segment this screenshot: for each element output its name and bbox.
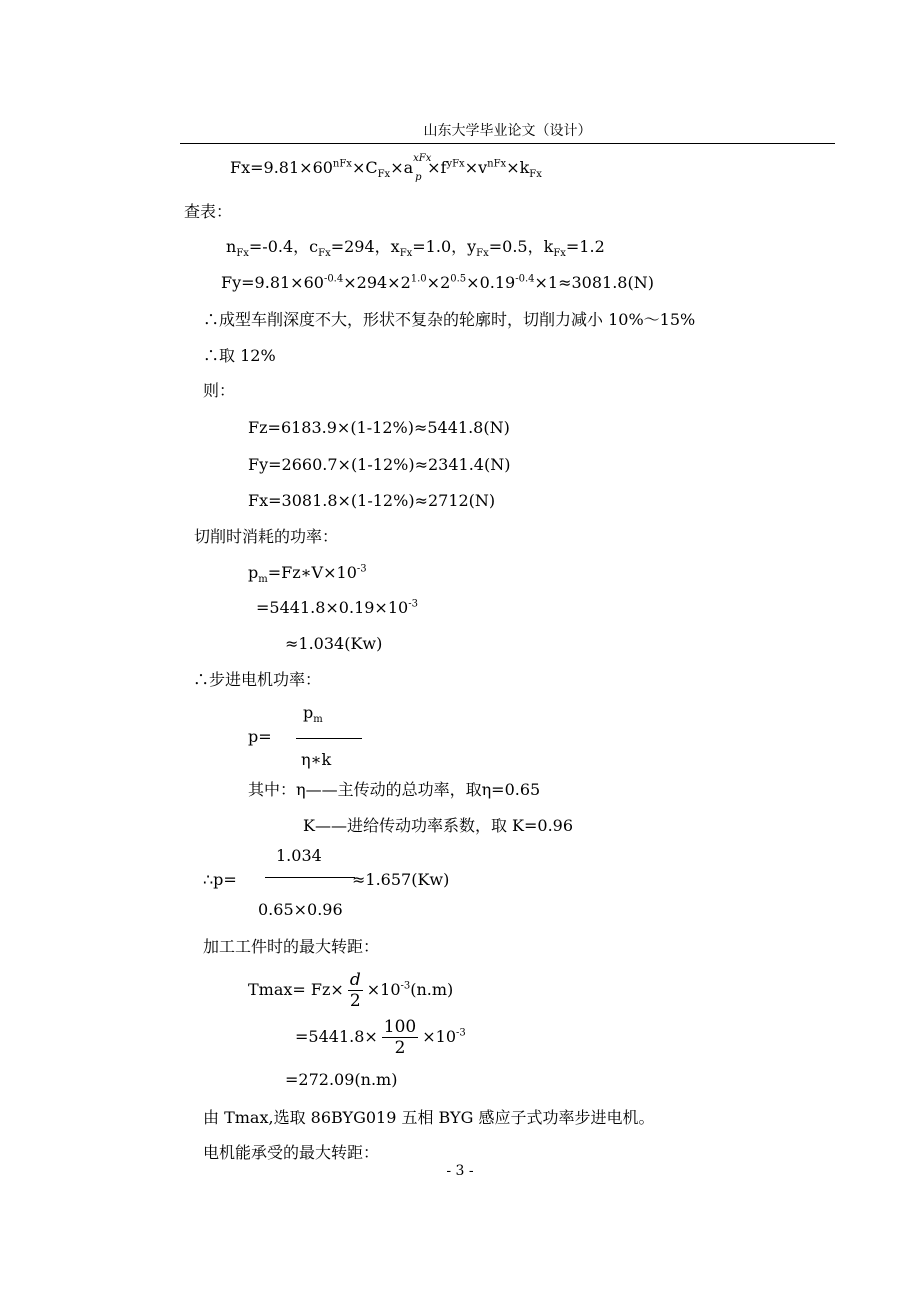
tmax-value: =5441.8× $\frac{100}{2}$ $\times 10^{-3}$: [295, 1017, 466, 1058]
p-numerator: $p_m$: [303, 703, 323, 726]
p-result-denominator: 0.65×0.96: [258, 900, 343, 919]
p-lhs: p=: [248, 727, 272, 746]
p-result-numerator: 1.034: [276, 846, 322, 865]
max-torque-title: 电机能承受的最大转距：: [203, 1143, 380, 1162]
torque-title: 加工工件时的最大转距：: [203, 937, 380, 956]
p-result-lhs: ∴p=: [203, 870, 237, 889]
pm-formula: $p_m=Fz∗V\times 10^{-3}$: [248, 563, 367, 586]
where-eta: 其中：η——主传动的总功率，取η=0.65: [248, 780, 541, 799]
p-fraction-bar: [296, 738, 362, 739]
header-rule: [180, 143, 835, 144]
then-label: 则：: [203, 381, 236, 400]
p-result-rhs: ≈1.657(Kw): [352, 870, 450, 889]
pm-value: $=5441.8\times 0.19\times 10^{-3}$: [256, 598, 418, 617]
fy-calc: Fy=2660.7×(1-12%)≈2341.4(N): [248, 455, 511, 474]
p-result-fraction-bar: [265, 877, 355, 878]
fx-calc: Fx=3081.8×(1-12%)≈2712(N): [248, 491, 496, 510]
fy-formula: $Fy=9.81\times 60^{-0.4}\times 294\times 2^{1.0}\times 2^{0.5}\times 0.19^{-0.4}\times 1\approx 3081.8(N)$: [221, 273, 654, 292]
coefficients-line: $n_{Fx}=-0.4$，$c_{Fx}=294$，$x_{Fx}=1.0$，$y_{Fx}=0.5$，$k_{Fx}=1.2$: [226, 237, 605, 260]
fx-formula: $Fx=9.81\times 60^{nFx}\times C_{Fx}\times a$ xFx p $\times f^{yFx}\times v^{nFx}\times k_{Fx}$: [230, 152, 542, 183]
motor-selection: 由 Tmax,选取 86BYG019 五相 BYG 感应子式功率步进电机。: [203, 1108, 655, 1127]
p-denominator: η∗k: [301, 750, 332, 769]
page-header: 山东大学毕业论文（设计）: [423, 123, 592, 139]
tmax-result: =272.09(n.m): [285, 1070, 398, 1089]
where-k: K——进给传动功率系数，取 K=0.96: [303, 816, 574, 835]
motor-power-title: ∴步进电机功率：: [193, 670, 322, 689]
reduce-note: ∴成型车削深度不大，形状不复杂的轮廓时，切削力减小 10%～15%: [203, 310, 696, 329]
fz-calc: Fz=6183.9×(1-12%)≈5441.8(N): [248, 418, 510, 437]
power-title: 切削时消耗的功率：: [194, 527, 339, 546]
lookup-label: 查表：: [184, 202, 233, 221]
take-percent: ∴取 12%: [203, 346, 276, 365]
page-number: - 3 -: [446, 1163, 474, 1179]
pm-result: ≈1.034(Kw): [285, 634, 383, 653]
tmax-formula: Tmax= Fz× $\frac{d}{2}$ $\times 10^{-3}(n.m)$: [248, 970, 454, 1011]
